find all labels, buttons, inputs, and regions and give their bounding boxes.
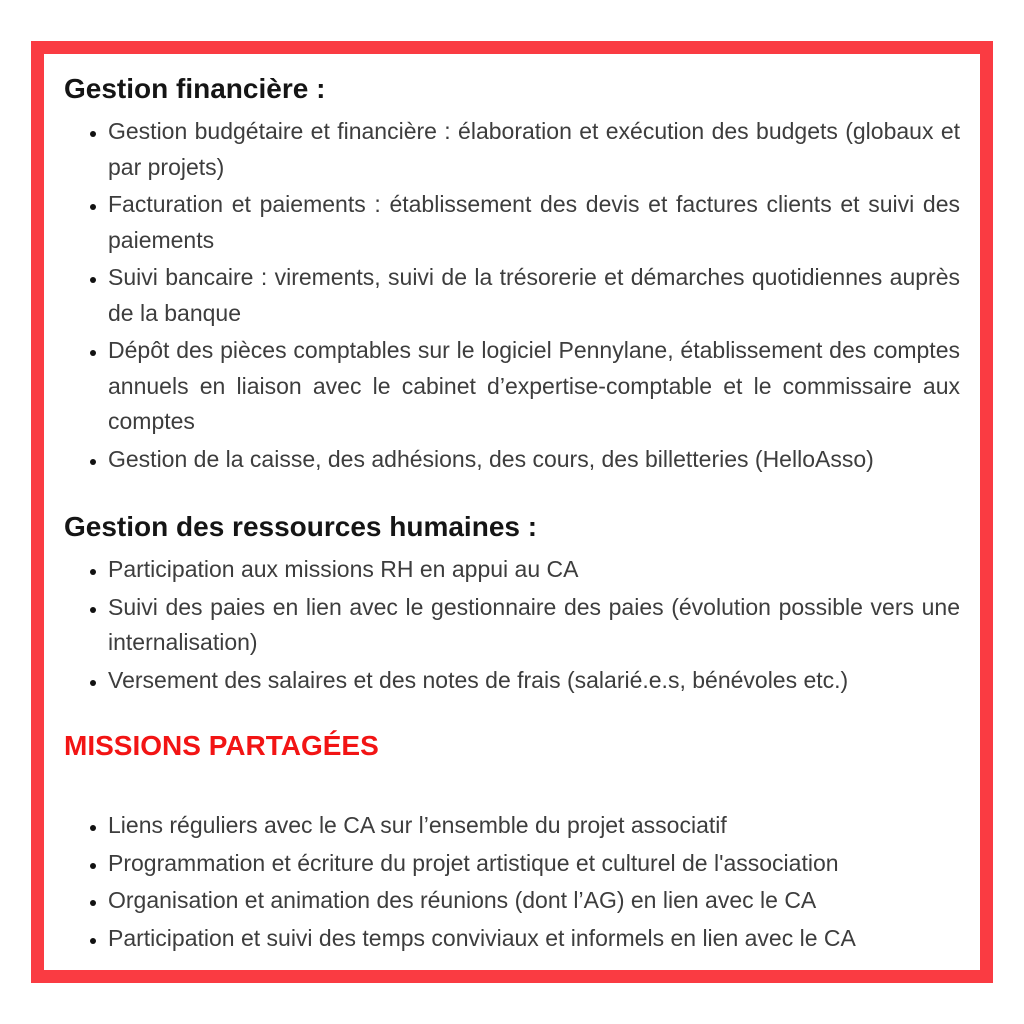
list-item: • Gestion de la caisse, des adhésions, des cours, des billetteries (HelloAsso) — [108, 442, 960, 478]
bullet-list-gestion-financiere — [64, 114, 960, 477]
list-item: • Participation et suivi des temps conviviaux et informels en lien avec le CA — [108, 921, 960, 957]
list-item: • Organisation et animation des réunions (dont l’AG) en lien avec le CA — [108, 883, 960, 919]
section-heading-missions-partagees: MISSIONS PARTAGÉES — [64, 730, 379, 761]
section-gestion-financiere — [64, 71, 960, 477]
list-item: • Suivi bancaire : virements, suivi de la trésorerie et démarches quotidiennes auprès de la banque — [108, 260, 960, 331]
section-heading-ressources-humaines: Gestion des ressources humaines : — [64, 511, 538, 542]
list-item: • Participation aux missions RH en appui au CA — [108, 552, 960, 588]
list-item: • Gestion budgétaire et financière : élaboration et exécution des budgets (globaux et par projets) — [108, 114, 960, 185]
list-item: • Dépôt des pièces comptables sur le logiciel Pennylane, établissement des comptes annuels en liaison avec le cabinet d’expertise-comptable et le commissaire aux comptes — [108, 333, 960, 440]
list-item: • Versement des salaires et des notes de frais (salarié.e.s, bénévoles etc.) — [108, 663, 960, 699]
list-item: • Suivi des paies en lien avec le gestionnaire des paies (évolution possible vers une internalisation) — [108, 590, 960, 661]
list-item: • Programmation et écriture du projet artistique et culturel de l'association — [108, 846, 960, 882]
bullet-list-ressources-humaines — [64, 552, 960, 698]
section-ressources-humaines — [64, 509, 960, 698]
section-heading-gestion-financiere: Gestion financière : — [64, 73, 326, 104]
bullet-list-missions-partagees — [64, 808, 960, 956]
section-missions-partagees — [64, 728, 960, 956]
red-border-frame — [31, 41, 993, 983]
list-item: • Liens réguliers avec le CA sur l’ensemble du projet associatif — [108, 808, 960, 844]
list-item: • Facturation et paiements : établissement des devis et factures clients et suivi des paiements — [108, 187, 960, 258]
